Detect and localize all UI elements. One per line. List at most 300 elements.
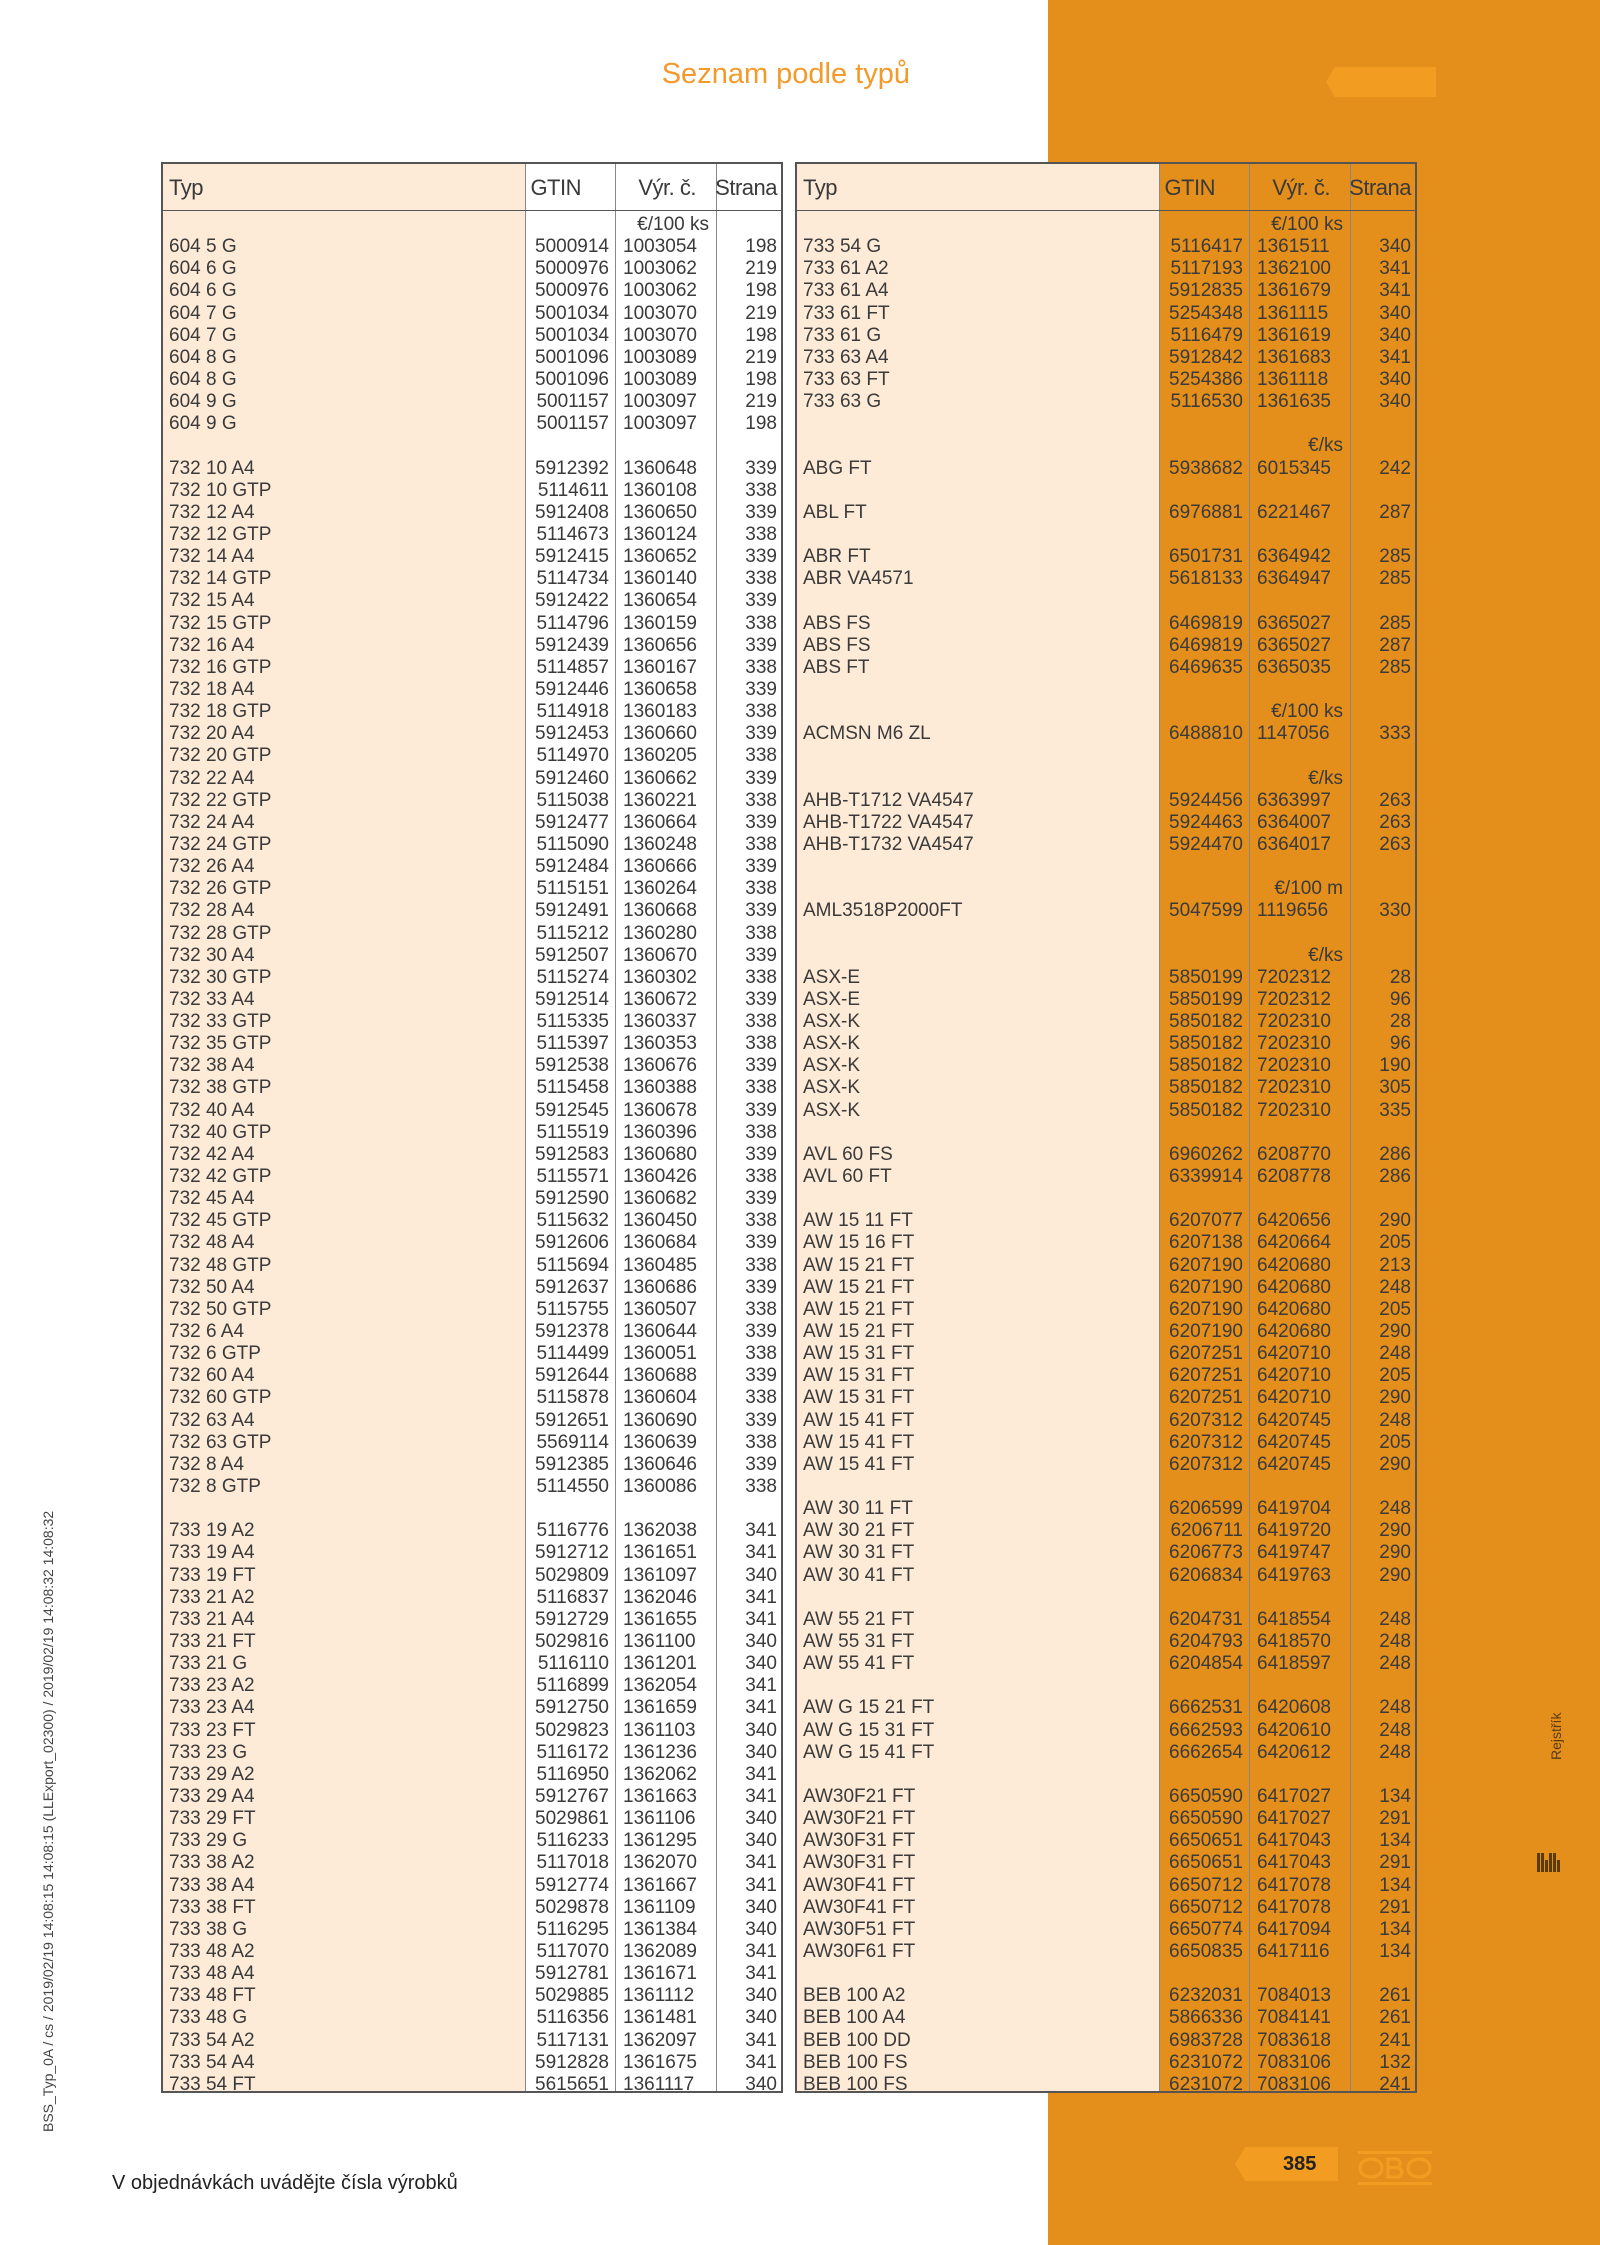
price-unit: €/ks (1308, 767, 1343, 789)
page-cell: 339 (745, 1276, 777, 1298)
type-cell: 733 48 FT (169, 1985, 256, 2007)
item-number-cell: 1003089 (623, 346, 697, 368)
gtin-cell: 5029816 (535, 1631, 609, 1652)
page-cell: 339 (745, 678, 777, 700)
table-row (163, 2052, 781, 2074)
table-row (797, 391, 1415, 413)
gtin-cell: 5912460 (535, 767, 609, 789)
gtin-cell: 5000976 (535, 258, 609, 280)
type-cell: AHB-T1732 VA4547 (803, 833, 974, 855)
gtin-cell: 5866336 (1169, 2007, 1243, 2029)
page-cell: 341 (745, 2029, 777, 2051)
table-row (163, 2007, 781, 2029)
gtin-cell: 5115632 (536, 1210, 609, 1232)
table-row (797, 1387, 1415, 1409)
page-cell: 330 (1379, 900, 1411, 922)
gtin-cell: 5912842 (1169, 346, 1243, 368)
table-row (163, 236, 781, 258)
item-number-cell: 1361659 (623, 1697, 697, 1719)
table-row (797, 1011, 1415, 1033)
page-cell: 132 (1379, 2051, 1411, 2073)
type-cell: 733 19 FT (169, 1564, 256, 1586)
type-cell: 733 21 G (169, 1653, 248, 1675)
type-cell: 732 50 GTP (169, 1298, 272, 1320)
table-row (797, 1410, 1415, 1432)
gtin-cell: 5001034 (535, 324, 609, 346)
type-cell: 732 20 GTP (169, 745, 272, 767)
gtin-cell: 6662531 (1169, 1697, 1243, 1719)
gtin-cell: 5029809 (535, 1564, 609, 1586)
table-row (797, 1520, 1415, 1542)
type-cell: AW30F21 FT (803, 1785, 916, 1807)
spacer-row (797, 1764, 1415, 1786)
item-number-cell: 1361683 (1257, 346, 1331, 368)
item-number-cell: 6365035 (1257, 656, 1331, 678)
item-number-cell: 6221467 (1257, 501, 1331, 523)
page-cell: 340 (745, 1719, 777, 1741)
table-row (797, 1786, 1415, 1808)
page-cell: 341 (745, 1608, 777, 1630)
gtin-cell: 5115458 (536, 1077, 609, 1099)
type-cell: 732 30 A4 (169, 944, 255, 966)
type-cell: AVL 60 FT (803, 1166, 892, 1188)
table-row (797, 1454, 1415, 1476)
gtin-cell: 5912750 (535, 1697, 609, 1719)
item-number-cell: 6417078 (1257, 1874, 1331, 1896)
gtin-cell: 5116479 (1170, 324, 1243, 346)
page-cell: 338 (745, 479, 777, 501)
table-row (797, 1055, 1415, 1077)
page-cell: 339 (745, 501, 777, 523)
page-cell: 338 (745, 1431, 777, 1453)
item-number-cell: 1360646 (623, 1453, 697, 1475)
table-row (163, 502, 781, 524)
gtin-cell: 5115571 (536, 1166, 609, 1188)
gtin-cell: 6469635 (1169, 656, 1243, 678)
table-row (163, 1210, 781, 1232)
table-row (797, 1100, 1415, 1122)
gtin-cell: 5924463 (1169, 811, 1243, 833)
type-cell: 732 60 GTP (169, 1387, 272, 1409)
page-cell: 341 (1379, 280, 1411, 302)
gtin-cell: 5117018 (536, 1852, 609, 1874)
table-row (797, 458, 1415, 480)
table-row (797, 1742, 1415, 1764)
type-cell: 732 30 GTP (169, 966, 272, 988)
gtin-cell: 5114970 (536, 745, 609, 767)
table-row (163, 1786, 781, 1808)
type-cell: 733 61 G (803, 324, 882, 346)
table-row (797, 347, 1415, 369)
table-row (163, 1122, 781, 1144)
page-cell: 339 (745, 900, 777, 922)
table-row (163, 1100, 781, 1122)
gtin-cell: 6469819 (1169, 634, 1243, 656)
table-row (797, 1919, 1415, 1941)
price-unit: €/100 ks (1271, 214, 1343, 235)
item-number-cell: 1360684 (623, 1232, 697, 1254)
type-cell: AW30F41 FT (803, 1896, 916, 1918)
type-cell: BEB 100 FS (803, 2051, 908, 2073)
page-cell: 340 (1379, 302, 1411, 324)
item-number-cell: 6419763 (1257, 1564, 1331, 1586)
page-cell: 341 (745, 2051, 777, 2073)
gtin-cell: 5029878 (535, 1896, 609, 1918)
table-row (163, 900, 781, 922)
item-number-cell: 6418597 (1257, 1653, 1331, 1675)
table-row (163, 590, 781, 612)
type-cell: AML3518P2000FT (803, 900, 963, 922)
gtin-cell: 6206599 (1169, 1498, 1243, 1520)
page-cell: 339 (745, 1365, 777, 1387)
item-number-cell: 1360159 (623, 612, 697, 634)
item-number-cell: 1360644 (623, 1321, 697, 1343)
page-cell: 338 (745, 1166, 777, 1188)
price-unit: €/ks (1308, 435, 1343, 457)
type-cell: BEB 100 A4 (803, 2007, 906, 2029)
item-number-cell: 1360660 (623, 723, 697, 745)
gtin-cell: 6207190 (1169, 1321, 1243, 1343)
gtin-cell: 5114857 (536, 656, 609, 678)
page-cell: 339 (745, 590, 777, 612)
item-number-cell: 1361103 (623, 1719, 696, 1741)
page-cell: 134 (1379, 1940, 1411, 1962)
table-row (797, 1365, 1415, 1387)
type-cell: 733 63 A4 (803, 346, 889, 368)
item-number-cell: 1003089 (623, 368, 697, 390)
gtin-cell: 6650651 (1169, 1830, 1243, 1852)
table-row (797, 2074, 1415, 2096)
table-row (163, 413, 781, 435)
page-cell: 339 (745, 767, 777, 789)
header-typ: Typ (803, 175, 837, 200)
item-number-cell: 1362054 (623, 1675, 697, 1697)
type-cell: 732 38 A4 (169, 1055, 255, 1077)
gtin-cell: 5912477 (535, 811, 609, 833)
item-number-cell: 1360686 (623, 1276, 697, 1298)
spacer-row (797, 1587, 1415, 1609)
gtin-cell: 5047599 (1169, 900, 1243, 922)
item-number-cell: 1360183 (623, 701, 697, 723)
gtin-cell: 5116417 (1170, 236, 1243, 258)
table-row (163, 1321, 781, 1343)
page-cell: 286 (1379, 1166, 1411, 1188)
table-row (797, 1077, 1415, 1099)
table-row (797, 1852, 1415, 1874)
unit-row (163, 214, 781, 236)
item-number-cell: 1360485 (623, 1254, 697, 1276)
page-cell: 285 (1379, 656, 1411, 678)
table-row (163, 2074, 781, 2096)
type-cell: ABR VA4571 (803, 568, 914, 590)
gtin-cell: 6207251 (1169, 1343, 1243, 1365)
item-number-cell: 1361109 (623, 1896, 696, 1918)
spacer-row (797, 679, 1415, 701)
table-row (163, 1875, 781, 1897)
item-number-cell: 1361675 (623, 2051, 697, 2073)
item-number-cell: 1360221 (623, 789, 697, 811)
spacer-row (797, 1122, 1415, 1144)
table-row (163, 1653, 781, 1675)
item-number-cell: 7083106 (1257, 2073, 1331, 2095)
header-vyr: Výr. č. (1272, 175, 1330, 200)
page-cell: 341 (745, 1542, 777, 1564)
type-cell: AW 15 31 FT (803, 1365, 915, 1387)
item-number-cell: 6420710 (1257, 1387, 1331, 1409)
item-number-cell: 7202312 (1257, 966, 1331, 988)
item-number-cell: 7202310 (1257, 1033, 1331, 1055)
table-row (797, 812, 1415, 834)
type-cell: 732 24 GTP (169, 833, 272, 855)
gtin-cell: 5114918 (536, 701, 609, 723)
gtin-cell: 5001096 (535, 368, 609, 390)
item-number-cell: 1360086 (623, 1476, 697, 1498)
page-cell: 339 (745, 944, 777, 966)
gtin-cell: 5116172 (536, 1741, 609, 1763)
table-row (163, 1410, 781, 1432)
gtin-cell: 5115755 (536, 1298, 609, 1320)
table-row (163, 1188, 781, 1210)
table-row (163, 1941, 781, 1963)
page-cell: 339 (745, 988, 777, 1010)
item-number-cell: 1360051 (623, 1343, 697, 1365)
type-cell: AW 15 31 FT (803, 1343, 915, 1365)
page-cell: 341 (745, 1675, 777, 1697)
item-number-cell: 6420710 (1257, 1343, 1331, 1365)
page-cell: 290 (1379, 1564, 1411, 1586)
item-number-cell: 1361619 (1257, 324, 1331, 346)
gtin-cell: 5569114 (536, 1431, 609, 1453)
item-number-cell: 6365027 (1257, 612, 1331, 634)
gtin-cell: 5912835 (1169, 280, 1243, 302)
gtin-cell: 5912385 (535, 1453, 609, 1475)
gtin-cell: 5116776 (536, 1520, 609, 1542)
gtin-cell: 5850182 (1169, 1033, 1243, 1055)
item-number-cell: 1361511 (1257, 236, 1330, 258)
type-cell: 732 63 GTP (169, 1431, 272, 1453)
page-cell: 338 (745, 612, 777, 634)
page-cell: 338 (745, 966, 777, 988)
table-row (797, 502, 1415, 524)
item-number-cell: 6420610 (1257, 1719, 1331, 1741)
page-cell: 339 (745, 1055, 777, 1077)
gtin-cell: 6207190 (1169, 1254, 1243, 1276)
gtin-cell: 6207190 (1169, 1298, 1243, 1320)
table-row (163, 834, 781, 856)
gtin-cell: 5912828 (535, 2051, 609, 2073)
table-row (163, 1587, 781, 1609)
gtin-cell: 5001034 (535, 302, 609, 324)
table-row (163, 1387, 781, 1409)
item-number-cell: 1360507 (623, 1298, 697, 1320)
table-row (797, 657, 1415, 679)
gtin-cell: 6204731 (1169, 1608, 1243, 1630)
gtin-cell: 5001157 (536, 413, 609, 435)
type-cell: 733 38 A2 (169, 1852, 255, 1874)
type-cell: AW 15 41 FT (803, 1453, 915, 1475)
page-cell: 290 (1379, 1210, 1411, 1232)
page-cell: 198 (745, 368, 777, 390)
item-number-cell: 6419720 (1257, 1520, 1331, 1542)
gtin-cell: 6662593 (1169, 1719, 1243, 1741)
type-cell: 732 22 A4 (169, 767, 255, 789)
table-row (163, 1432, 781, 1454)
table-row (163, 1144, 781, 1166)
type-cell: 732 16 GTP (169, 656, 272, 678)
table-row (163, 347, 781, 369)
table-row (163, 1764, 781, 1786)
page-cell: 341 (745, 1940, 777, 1962)
page-cell: 285 (1379, 612, 1411, 634)
gtin-cell: 6650712 (1169, 1896, 1243, 1918)
header-strana: Strana (715, 175, 777, 200)
spacer-row (797, 413, 1415, 435)
table-row (797, 1565, 1415, 1587)
table-row (163, 679, 781, 701)
type-cell: 732 40 A4 (169, 1099, 255, 1121)
item-number-cell: 1362070 (623, 1852, 697, 1874)
type-cell: 732 8 A4 (169, 1453, 245, 1475)
type-cell: AW30F41 FT (803, 1874, 916, 1896)
page-cell: 290 (1379, 1542, 1411, 1564)
item-number-cell: 1360604 (623, 1387, 697, 1409)
type-cell: AW G 15 21 FT (803, 1697, 935, 1719)
page-cell: 339 (745, 1099, 777, 1121)
item-number-cell: 7202310 (1257, 1077, 1331, 1099)
type-cell: AW30F21 FT (803, 1808, 916, 1830)
table-header (163, 164, 781, 211)
type-cell: 733 61 A2 (803, 258, 889, 280)
gtin-cell: 5850182 (1169, 1011, 1243, 1033)
type-cell: 732 45 A4 (169, 1188, 255, 1210)
type-cell: AW 55 41 FT (803, 1653, 915, 1675)
page-cell: 219 (745, 258, 777, 280)
table-row (797, 1808, 1415, 1830)
item-number-cell: 7202310 (1257, 1055, 1331, 1077)
type-cell: ASX-K (803, 1099, 861, 1121)
item-number-cell: 6419747 (1257, 1542, 1331, 1564)
gtin-cell: 5912774 (535, 1874, 609, 1896)
type-cell: 732 10 GTP (169, 479, 272, 501)
type-cell: 733 23 FT (169, 1719, 256, 1741)
type-cell: 732 14 A4 (169, 546, 255, 568)
table-row (163, 1476, 781, 1498)
page-cell: 198 (745, 236, 777, 258)
gtin-cell: 5116950 (536, 1763, 609, 1785)
item-number-cell: 1360264 (623, 878, 697, 900)
item-number-cell: 1361106 (623, 1808, 696, 1830)
gtin-cell: 6650651 (1169, 1852, 1243, 1874)
gtin-cell: 5850182 (1169, 1099, 1243, 1121)
table-row (163, 1055, 781, 1077)
page-cell: 290 (1379, 1520, 1411, 1542)
type-cell: ASX-K (803, 1077, 861, 1099)
page-cell: 335 (1379, 1099, 1411, 1121)
gtin-cell: 6231072 (1169, 2073, 1243, 2095)
page-cell: 263 (1379, 811, 1411, 833)
type-cell: AW 30 21 FT (803, 1520, 915, 1542)
type-cell: 732 8 GTP (169, 1476, 261, 1498)
gtin-cell: 5114734 (536, 568, 609, 590)
gtin-cell: 6339914 (1169, 1166, 1243, 1188)
item-number-cell: 1362038 (623, 1520, 697, 1542)
gtin-cell: 5912415 (535, 546, 609, 568)
item-number-cell: 1360658 (623, 678, 697, 700)
page-cell: 291 (1379, 1808, 1411, 1830)
page-cell: 213 (1379, 1254, 1411, 1276)
type-cell: BEB 100 FS (803, 2073, 908, 2095)
item-number-cell: 1003062 (623, 258, 697, 280)
type-cell: 732 45 GTP (169, 1210, 272, 1232)
gtin-cell: 5850182 (1169, 1055, 1243, 1077)
table-row (797, 258, 1415, 280)
gtin-cell: 5116110 (537, 1653, 609, 1675)
table-row (797, 2007, 1415, 2029)
type-cell: 733 48 A4 (169, 1963, 255, 1985)
type-cell: 604 7 G (169, 324, 237, 346)
gtin-cell: 6231072 (1169, 2051, 1243, 2073)
gtin-cell: 5116899 (536, 1675, 609, 1697)
page-cell: 285 (1379, 546, 1411, 568)
item-number-cell: 1362062 (623, 1763, 697, 1785)
item-number-cell: 1360124 (623, 523, 697, 545)
table-row (797, 1542, 1415, 1564)
page-cell: 338 (745, 1298, 777, 1320)
gtin-cell: 5115090 (536, 833, 609, 855)
table-row (163, 745, 781, 767)
gtin-cell: 5115397 (536, 1033, 609, 1055)
page-cell: 28 (1389, 1011, 1411, 1033)
table-row (163, 369, 781, 391)
page-cell: 285 (1379, 568, 1411, 590)
unit-row (797, 435, 1415, 457)
item-number-cell: 1360688 (623, 1365, 697, 1387)
page-cell: 28 (1389, 966, 1411, 988)
type-cell: 733 54 G (803, 236, 882, 258)
spacer-row (797, 856, 1415, 878)
item-number-cell: 1360690 (623, 1409, 697, 1431)
page-cell: 241 (1379, 2073, 1411, 2095)
page-cell: 205 (1379, 1365, 1411, 1387)
header-gtin: GTIN (1164, 175, 1215, 200)
type-cell: 733 23 A4 (169, 1697, 255, 1719)
page-cell: 341 (745, 1763, 777, 1785)
table-row (797, 790, 1415, 812)
type-cell: ASX-E (803, 966, 861, 988)
type-cell: AW 55 21 FT (803, 1608, 915, 1630)
page-cell: 338 (745, 656, 777, 678)
table-row (163, 1542, 781, 1564)
table-row (797, 900, 1415, 922)
title-tab-marker (1326, 67, 1436, 97)
type-cell: ABR FT (803, 546, 871, 568)
table-row (163, 1675, 781, 1697)
type-cell: AW G 15 31 FT (803, 1719, 935, 1741)
item-number-cell: 6417027 (1257, 1785, 1331, 1807)
table-row (797, 1255, 1415, 1277)
gtin-cell: 5115151 (536, 878, 609, 900)
item-number-cell: 1360248 (623, 833, 697, 855)
gtin-cell: 5615651 (535, 2073, 609, 2095)
table-row (163, 546, 781, 568)
type-cell: 733 61 FT (803, 302, 890, 324)
table-row (163, 856, 781, 878)
page-cell: 205 (1379, 1298, 1411, 1320)
type-cell: 733 48 A2 (169, 1940, 255, 1962)
price-unit: €/ks (1308, 944, 1343, 966)
table-row (797, 1343, 1415, 1365)
item-number-cell: 1361384 (623, 1918, 697, 1940)
